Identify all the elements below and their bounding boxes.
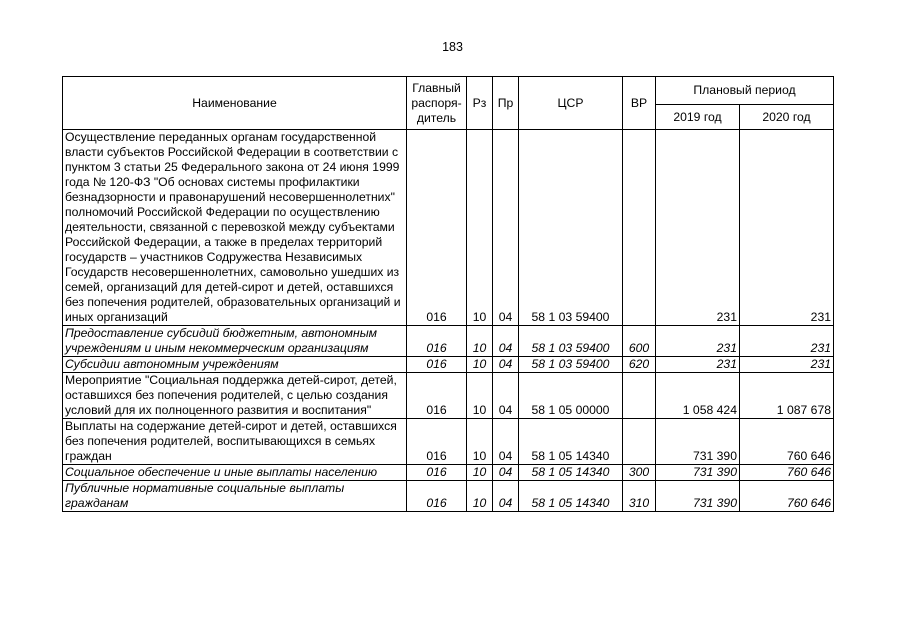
cell-2019: 731 390 — [656, 465, 740, 481]
table-row — [63, 357, 834, 373]
cell-2020: 231 — [740, 130, 834, 326]
table-header — [63, 77, 834, 130]
cell-pr: 04 — [493, 326, 519, 357]
cell-2019: 231 — [656, 357, 740, 373]
cell-vr: 310 — [623, 481, 656, 512]
cell-rz: 10 — [467, 373, 493, 419]
budget-table — [62, 76, 834, 512]
cell-2020: 760 646 — [740, 419, 834, 465]
cell-vr — [623, 419, 656, 465]
header-plan-period: Плановый период — [656, 77, 834, 105]
cell-rz: 10 — [467, 326, 493, 357]
cell-vr: 600 — [623, 326, 656, 357]
cell-pr: 04 — [493, 465, 519, 481]
cell-admin: 016 — [407, 373, 467, 419]
table-row — [63, 326, 834, 357]
cell-name: Социальное обеспечение и иные выплаты населению — [63, 465, 407, 481]
cell-csr: 58 1 05 14340 — [519, 465, 623, 481]
cell-vr: 300 — [623, 465, 656, 481]
cell-admin: 016 — [407, 357, 467, 373]
cell-csr: 58 1 05 00000 — [519, 373, 623, 419]
cell-pr: 04 — [493, 481, 519, 512]
cell-csr: 58 1 03 59400 — [519, 326, 623, 357]
cell-pr: 04 — [493, 357, 519, 373]
cell-name: Публичные нормативные социальные выплаты гражданам — [63, 481, 407, 512]
cell-vr: 620 — [623, 357, 656, 373]
cell-2020: 760 646 — [740, 465, 834, 481]
header-year-2020: 2020 год — [740, 105, 834, 130]
table-row — [63, 465, 834, 481]
cell-admin: 016 — [407, 419, 467, 465]
cell-2019: 231 — [656, 326, 740, 357]
cell-admin: 016 — [407, 326, 467, 357]
cell-csr: 58 1 05 14340 — [519, 481, 623, 512]
table-row — [63, 373, 834, 419]
cell-admin: 016 — [407, 481, 467, 512]
cell-2020: 1 087 678 — [740, 373, 834, 419]
header-pr: Пр — [493, 77, 519, 130]
cell-name: Субсидии автономным учреждениям — [63, 357, 407, 373]
cell-name: Осуществление переданных органам государственной власти субъектов Российской Федерации в соответствии с пунктом 3 статьи 25 Федерального закона от 24 июня 1999 года № 120-ФЗ "Об основах системы профилактики безнадзорности и правонарушений несовершеннолетних" полномочий Российской Федерации по осуществлению деятельности, связанной с перевозкой между субъектами Российской Федерации, а также в пределах территорий государств – участников Содружества Независимых Государств несовершеннолетних, самовольно ушедших из семей, организаций для детей-сирот и детей, оставшихся без попечения родителей, образовательных организаций и иных организаций — [63, 130, 407, 326]
header-csr: ЦСР — [519, 77, 623, 130]
cell-2020: 760 646 — [740, 481, 834, 512]
cell-rz: 10 — [467, 419, 493, 465]
cell-pr: 04 — [493, 419, 519, 465]
table-row — [63, 419, 834, 465]
table-row — [63, 130, 834, 326]
cell-pr: 04 — [493, 130, 519, 326]
header-name: Наименование — [63, 77, 407, 130]
cell-name: Мероприятие "Социальная поддержка детей-сирот, детей, оставшихся без попечения родителей, с целью создания условий для их полноценного развития и воспитания" — [63, 373, 407, 419]
cell-rz: 10 — [467, 130, 493, 326]
cell-vr — [623, 130, 656, 326]
cell-admin: 016 — [407, 465, 467, 481]
cell-csr: 58 1 05 14340 — [519, 419, 623, 465]
cell-name: Предоставление субсидий бюджетным, автономным учреждениям и иным некоммерческим организациям — [63, 326, 407, 357]
cell-name: Выплаты на содержание детей-сирот и детей, оставшихся без попечения родителей, воспитывающихся в семьях граждан — [63, 419, 407, 465]
cell-2019: 731 390 — [656, 481, 740, 512]
cell-2020: 231 — [740, 326, 834, 357]
header-rz: Рз — [467, 77, 493, 130]
table-body — [63, 130, 834, 512]
cell-rz: 10 — [467, 357, 493, 373]
header-year-2019: 2019 год — [656, 105, 740, 130]
cell-2019: 731 390 — [656, 419, 740, 465]
cell-admin: 016 — [407, 130, 467, 326]
cell-vr — [623, 373, 656, 419]
cell-csr: 58 1 03 59400 — [519, 357, 623, 373]
header-admin: Главный распоря- дитель — [407, 77, 467, 130]
cell-rz: 10 — [467, 465, 493, 481]
cell-2019: 231 — [656, 130, 740, 326]
cell-csr: 58 1 03 59400 — [519, 130, 623, 326]
cell-pr: 04 — [493, 373, 519, 419]
cell-2019: 1 058 424 — [656, 373, 740, 419]
table-row — [63, 481, 834, 512]
header-vr: ВР — [623, 77, 656, 130]
cell-rz: 10 — [467, 481, 493, 512]
cell-2020: 231 — [740, 357, 834, 373]
page-number: 183 — [442, 40, 463, 54]
